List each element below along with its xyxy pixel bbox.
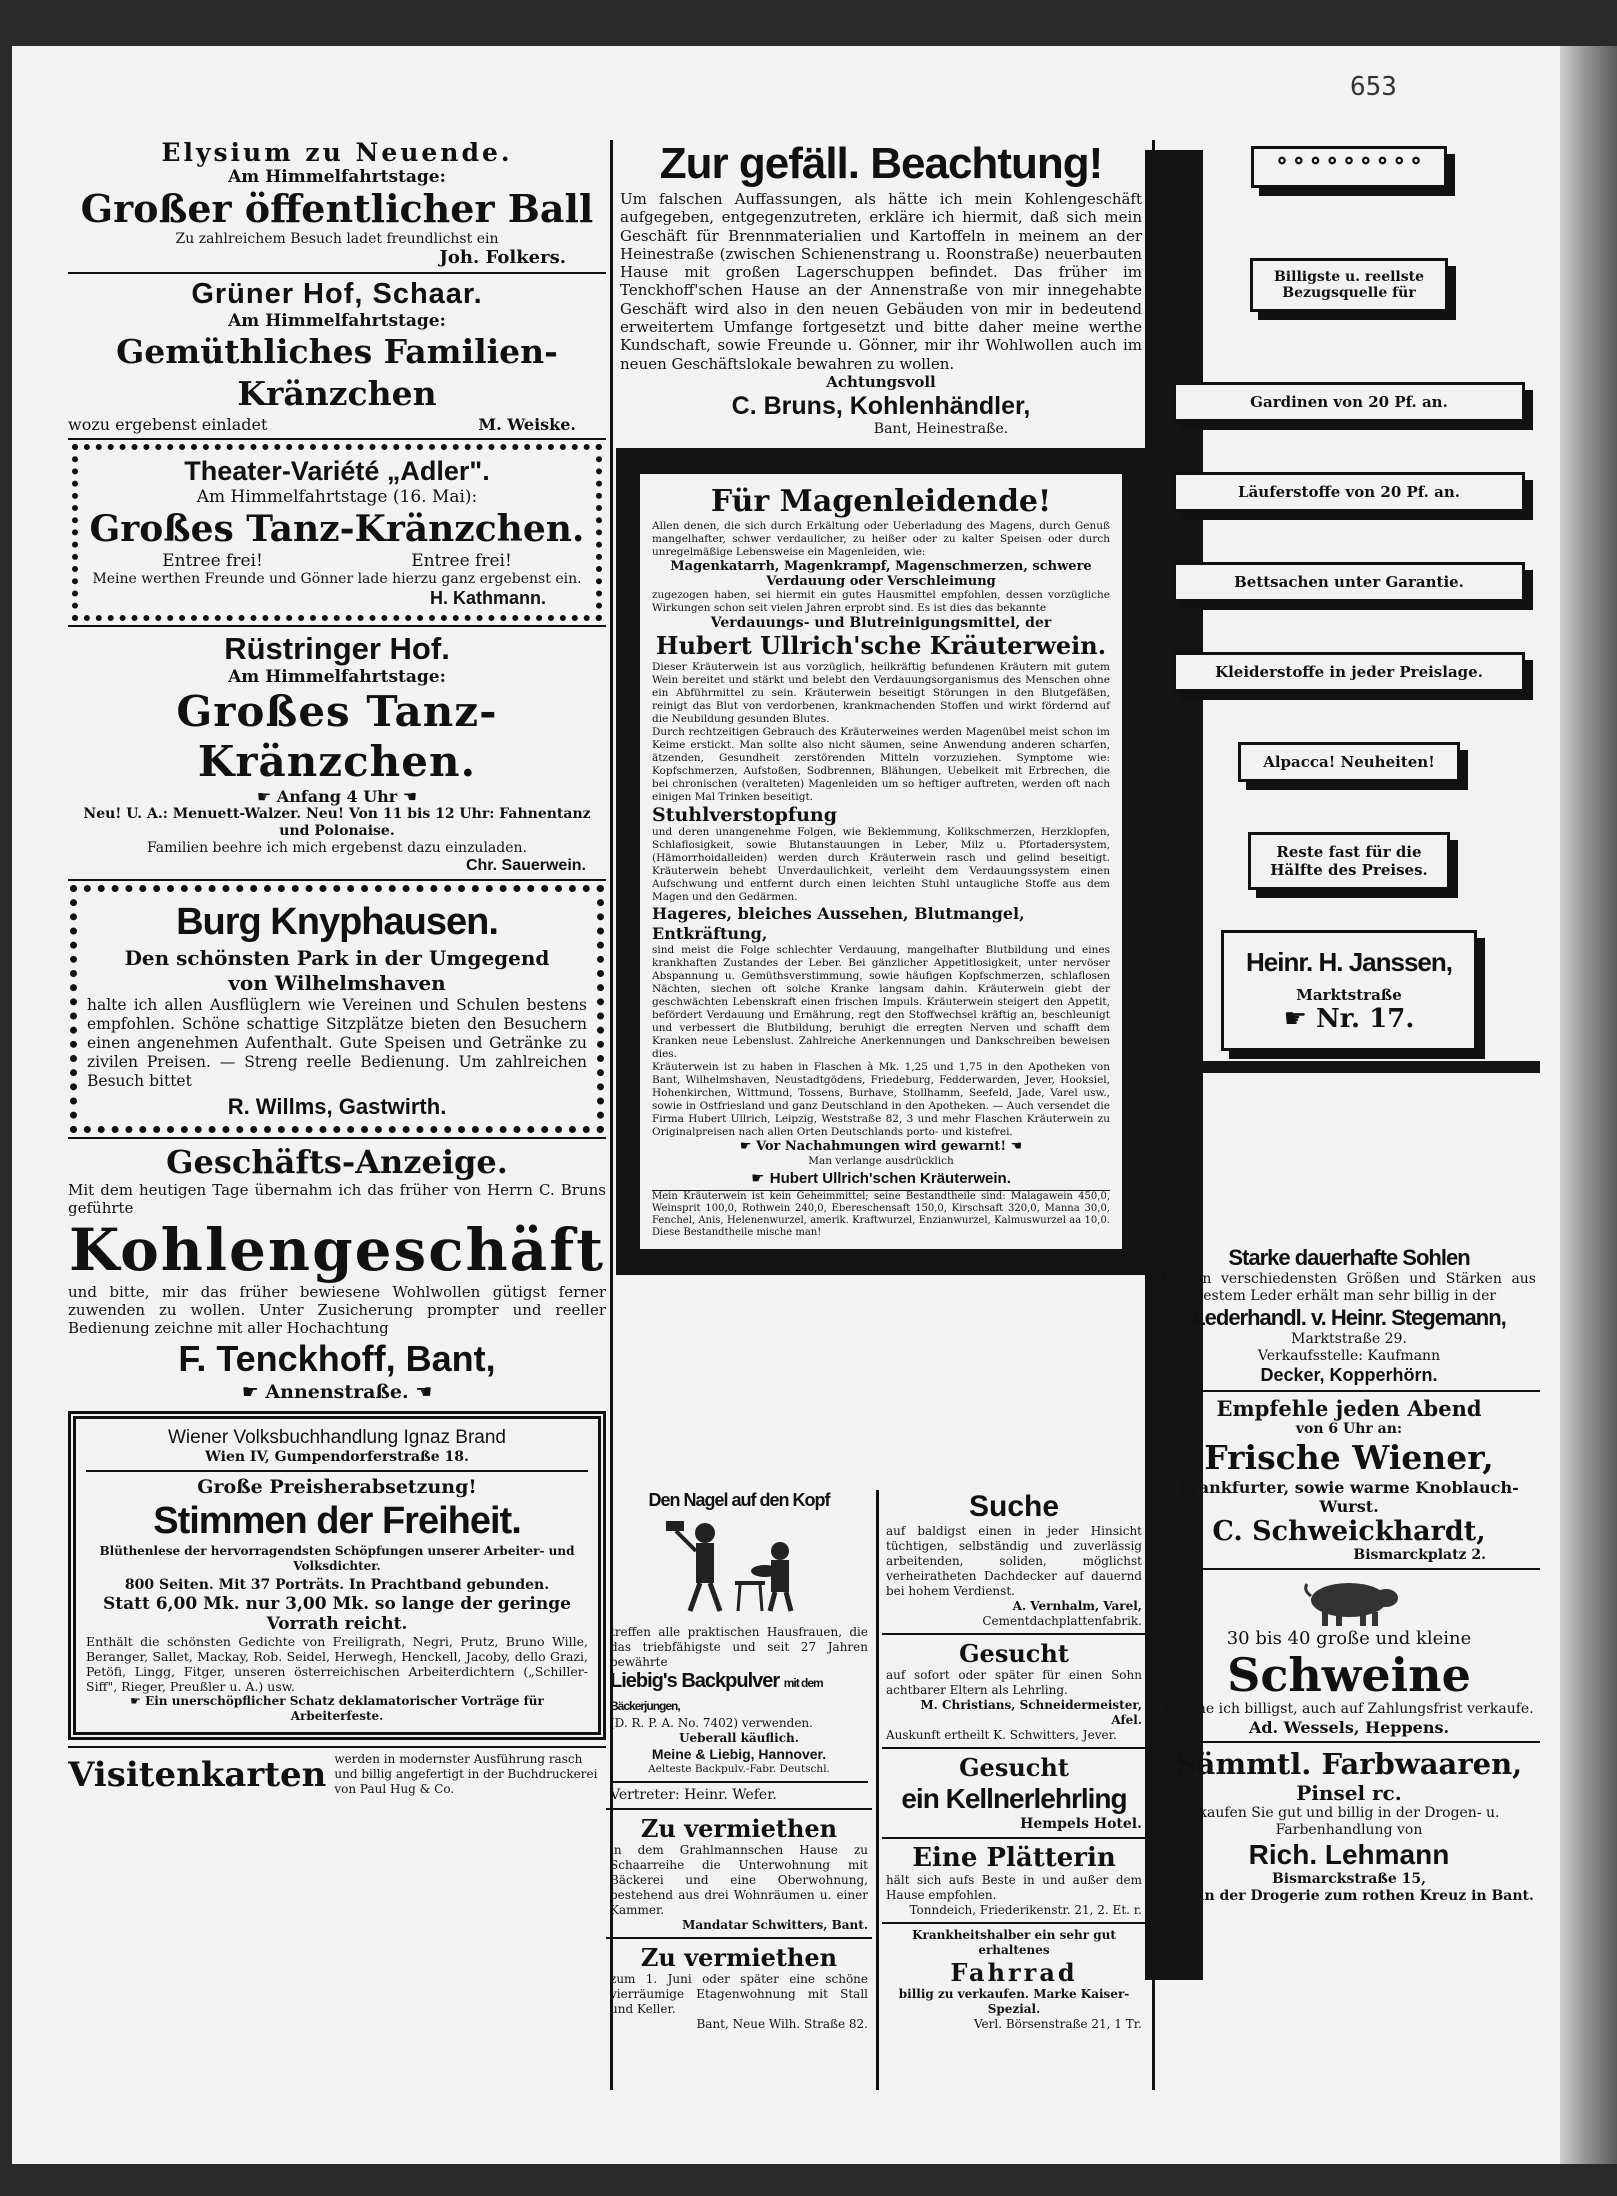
ad-gesucht-lehrling xyxy=(882,1639,1146,1743)
book-specs: 800 Seiten. Mit 37 Porträts. In Prachtband gebunden. xyxy=(124,1577,550,1593)
intro-text: Mit dem heutigen Tage übernahm ich das früher von Herrn C. Bruns geführte xyxy=(68,1181,606,1217)
headline: Fahrrad xyxy=(950,1958,1078,1987)
contents-text: Enthält die schönsten Gedichte von Freiligrath, Negri, Prutz, Bruno Wille, Beranger, Sallet, Mackay, Rob. Seidel, Herwegh, Henckell, Jacoby, dello Grazi, Petöfi, Lingg, Fitger, unseren österreichischen Arbeiterdichtern („Schiller-Siff", Rieger, Preußler u. A.) usw. xyxy=(86,1634,588,1694)
headline: Den Nagel auf den Kopf xyxy=(648,1490,830,1510)
divider xyxy=(606,1808,872,1810)
invite-text: wozu ergebenst einladet xyxy=(68,415,268,434)
subheadline: Den schönsten Park in der Umgegend von Wilhelmshaven xyxy=(124,946,550,995)
shop-name: Wiener Volksbuchhandlung Ignaz Brand xyxy=(167,1427,506,1448)
headline: Zu vermiethen xyxy=(640,1814,838,1843)
ad-burg-knyphausen xyxy=(70,885,604,1133)
shop-name: Rich. Lehmann xyxy=(1248,1839,1450,1870)
brand: Liebig's Backpulver xyxy=(610,1670,780,1692)
shop-name: Heinr. H. Janssen, xyxy=(1246,947,1452,977)
start-time: Anfang 4 Uhr xyxy=(276,787,398,806)
body-text: auf sofort oder später für einen Sohn achtbarer Eltern als Lehrling. xyxy=(886,1668,1142,1697)
pointing-hand-icon: ☚ xyxy=(1006,1138,1023,1154)
street: Annenstraße. xyxy=(265,1381,409,1403)
subheading-3: Hageres, bleiches Aussehen, Blutmangel, Entkräftung, xyxy=(652,903,1025,943)
body-text: zum 1. Juni oder später eine schöne vierräumige Etagenwohnung mit Stall und Keller. xyxy=(610,1972,868,2016)
subheadline: ein Kellnerlehrling xyxy=(901,1783,1127,1814)
ad-plaetterin xyxy=(882,1843,1146,1918)
representative: Vertreter: Heinr. Wefer. xyxy=(610,1787,777,1803)
venue-name: Theater-Variété „Adler". xyxy=(184,456,490,486)
body-text: auf baldigst einen in jeder Hinsicht tüchtigen, selbständig und zuverlässig arbeitenden, soliden, möglichst verheiratheten Dachdecker auf dauernd bei hohem Verdienst. xyxy=(886,1524,1142,1598)
sign-item: Gardinen von 20 Pf. an. xyxy=(1173,382,1525,422)
invite-text: Familien beehre ich mich ergebenst dazu einzuladen. xyxy=(146,840,527,856)
subheading-2: Stuhlverstopfung xyxy=(652,803,837,826)
body-text: Um falschen Auffassungen, als hätte ich mein Kohlengeschäft aufgegeben, entgegenzutreten, erkläre ich hiermit, daß sich mein Geschäft für Brennmaterialien und Kartoffeln in meinem an der Heinestraße (zwischen Schienenstrang u. Roonstraße) neuerbauten Hause mit großen Lagerschuppen befindet. Das früher im Tenckhoff'schen Hause an der Annenstraße von mir innegehabte Geschäft wird also in den neuen Gebäuden von mir in bedeutend erweitertem Umfange fortgesetzt und bitte daher meine werthe Kundschaft, sowie Freunde u. Gönner, mir ihr Wohlwollen auch im neuen Geschäftslokale bewahren zu wollen. xyxy=(620,190,1142,373)
column-3 xyxy=(882,1490,1146,2090)
body-text: und bitte, mir das früher bewiesene Wohlwollen gütigst ferner zuwenden zu wollen. Unter Zusicherung prompter und reeller Bedienung zeichne mit aller Hochachtung xyxy=(68,1283,606,1337)
pointing-hand-icon: ☛ xyxy=(1283,1004,1316,1034)
patent: (D. R. P. A. No. 7402) verwenden. xyxy=(610,1716,813,1730)
divider xyxy=(68,1137,606,1139)
book-title: Stimmen der Freiheit. xyxy=(153,1500,521,1542)
signer: Chr. Sauerwein. xyxy=(465,857,586,874)
pointing-hand-icon: ☚ xyxy=(408,1381,433,1403)
ingredients: Mein Kräuterwein ist kein Geheimmittel; seine Bestandtheile sind: Malagawein 450,0, Weinsprit 100,0, Rothwein 240,0, Ebereschensaft 150,0, Kirschsaft 320,0, Manna 30,0, Fenchel, Anis, Helenenwurzel, amerik. Kraftwurzel, Enzianwurzel, Kalmuswurzel aa 10,0. Diese Bestandtheile mische man! xyxy=(652,1190,1110,1238)
body-text: halte ich allen Ausflüglern wie Vereinen und Schulen bestens empfohlen. Schöne schattige Sitzplätze bieten den Besuchern einen angenehmen Aufenthalt. Gute Speisen und Getränke zu zivilen Preisen. — Streng reelle Bedienung. Um zahlreichen Besuch bittet xyxy=(87,996,587,1090)
ad-visitenkarten xyxy=(68,1746,606,1797)
firm: Cementdachplattenfabrik. xyxy=(982,1614,1142,1628)
paragraph-4: sind meist die Folge schlechter Verdauung, mangelhafter Blutbildung und eines krankhaften Zustandes der Leber. Bei gänzlicher Appetitlosigkeit, unter nervöser Abspannung u. Gemüthsverstimmung, sowie häufigen Kopfschmerzen, schlaflosen Nächten, siechen oft solche Kranke langsam dahin. Kräuterwein giebt der geschwächten Lebenskraft einen frischen Impuls. Kräuterwein steigert den Appetit, befördert Verdauung und Ernährung, regt den Stoffwechsel kräftig an, beschleunigt und verbessert die Blutbildung, beruhigt die erregten Nerven und schafft dem Kranken neue Lebenslust. Zahlreiche Anerkennungen und Dankschreiben beweisen dies. xyxy=(652,943,1110,1060)
column-4-lower xyxy=(1158,1245,1540,2095)
invite-text: Zu zahlreichem Besuch ladet freundlichst ein xyxy=(175,231,499,247)
ad-vermieten-2 xyxy=(606,1943,872,2032)
availability: Ueberall käuflich. xyxy=(679,1731,799,1745)
ad-suche xyxy=(882,1490,1146,1629)
event-date: Am Himmelfahrtstage (16. Mai): xyxy=(196,487,478,507)
signer: M. Christians, Schneidermeister, Afel. xyxy=(920,1698,1142,1727)
time: von 6 Uhr an: xyxy=(1295,1421,1403,1437)
brand: Hubert Ullrich'schen Kräuterwein. xyxy=(769,1169,1011,1187)
place: Hempels Hotel. xyxy=(1020,1816,1142,1832)
program-text: Neu! U. A.: Menuett-Walzer. Neu! Von 11 bis 12 Uhr: Fahnentanz und Polonaise. xyxy=(83,806,591,839)
signer: M. Weiske. xyxy=(478,415,576,434)
product-name: Hubert Ullrich'sche Kräuterwein. xyxy=(655,630,1107,660)
column-4-janssen xyxy=(1158,140,1540,1240)
headline: Gemüthliches Familien-Kränzchen xyxy=(116,332,558,413)
signer: A. Vernhalm, Varel, xyxy=(1012,1599,1142,1613)
baker-boys-icon xyxy=(610,1511,868,1621)
headline: Für Magenleidende! xyxy=(710,483,1052,519)
tagline: Ein unerschöpflicher Schatz deklamatorischer Vorträge für Arbeiterfeste. xyxy=(145,1694,544,1723)
street: Marktstraße xyxy=(1296,986,1402,1004)
column-2-lower xyxy=(606,1490,872,2090)
ad-ruestringer-hof xyxy=(68,631,606,875)
headline: Gesucht xyxy=(959,1639,1069,1668)
sign-shop xyxy=(1221,930,1477,1051)
divider xyxy=(68,438,606,440)
sign-item: Bettsachen unter Garantie. xyxy=(1173,562,1525,602)
signer: H. Kathmann. xyxy=(429,588,546,608)
pointing-hand-icon: ☛ xyxy=(751,1168,770,1187)
warning: Vor Nachahmungen wird gewarnt! xyxy=(755,1138,1007,1154)
outlet: Verkaufsstelle: Kaufmann xyxy=(1257,1348,1441,1364)
address: Tonndeich, Friederikenstr. 21, 2. Et. r. xyxy=(909,1903,1142,1917)
signer: F. Tenckhoff, Bant, xyxy=(178,1338,496,1379)
body-text: treffen alle praktischen Hausfrauen, die das triebfähigste und seit 27 Jahren bewährte xyxy=(610,1625,868,1669)
body-text: Frankfurter, sowie warme Knoblauch-Wurst. xyxy=(1179,1478,1519,1516)
ad-stegemann xyxy=(1158,1245,1540,1386)
sign-ornament: ⚬⚬⚬⚬⚬⚬⚬⚬⚬ xyxy=(1251,146,1447,188)
headline: Schweine xyxy=(1227,1648,1471,1702)
intro-text: 30 bis 40 große und kleine xyxy=(1226,1628,1472,1649)
ad-theater-adler xyxy=(72,444,602,621)
shop-address: Wien IV, Gumpendorferstraße 18. xyxy=(205,1449,469,1465)
paragraph-1: Dieser Kräuterwein ist aus vorzüglich, heilkräftig befundenen Kräutern mit gutem Wein bereitet und stärkt und belebt den Verdauungsorganismus des Menschen ohne ein Abführmittel zu sein. Kräuterwein beseitigt Störungen in den Blutgefäßen, reinigt das Blut von verdorbenen, krankmachenden Stoffen und wirkt fördernd auf die Neubildung gesunden Blutes. xyxy=(652,660,1110,725)
entry-right: Entree frei! xyxy=(411,551,512,571)
headline: Sämmtl. Farbwaaren, xyxy=(1175,1747,1523,1781)
ad-ullrich-kraeuterwein xyxy=(616,448,1146,1275)
signer: Ad. Wessels, Heppens. xyxy=(1248,1718,1450,1737)
divider xyxy=(68,625,606,627)
body-text: hält sich aufs Beste in und außer dem Hause empfohlen. xyxy=(886,1873,1142,1902)
book-description: Blüthenlese der hervorragendsten Schöpfungen unserer Arbeiter- und Volksdichter. xyxy=(99,1544,575,1573)
sign-item: Alpacca! Neuheiten! xyxy=(1238,742,1460,782)
venue-name: Burg Knyphausen. xyxy=(176,901,498,943)
headline: Großes Tanz-Kränzchen. xyxy=(89,508,585,550)
signpost-base xyxy=(1158,1061,1540,1073)
ad-liebig xyxy=(606,1490,872,1804)
signer: C. Bruns, Kohlenhändler, xyxy=(731,391,1031,420)
body-text: in den verschiedensten Größen und Stärken aus allerbestem Leder erhält man sehr billig in der xyxy=(1162,1271,1536,1304)
ad-wessels xyxy=(1158,1574,1540,1737)
body-text: billig zu verkaufen. Marke Kaiser-Spezial. xyxy=(898,1987,1130,2016)
intro-text-2: zugezogen haben, sei hiermit ein gutes Hausmittel empfohlen, dessen vorzügliche Wirkungen schon seit vielen Jahren erprobt sind. Es ist dies das bekannte xyxy=(652,588,1110,614)
ad-tenckhoff xyxy=(68,1143,606,1403)
entry-left: Entree frei! xyxy=(162,551,263,571)
address: Bant, Neue Wilh. Straße 82. xyxy=(696,2017,868,2031)
pig-icon xyxy=(1294,1574,1404,1628)
headline: Großes Tanz-Kränzchen. xyxy=(176,687,498,786)
outlet-name: Decker, Kopperhörn. xyxy=(1260,1365,1438,1385)
pointing-hand-icon: ☚ xyxy=(397,787,418,806)
price-text: Statt 6,00 Mk. nur 3,00 Mk. so lange der geringe Vorrath reicht. xyxy=(103,1594,571,1634)
ad-schweickhardt xyxy=(1158,1396,1540,1564)
sign-item: Kleiderstoffe in jeder Preislage. xyxy=(1173,652,1525,692)
event-date: Am Himmelfahrtstage: xyxy=(228,311,446,331)
body-text: kaufen Sie gut und billig in der Drogen- u. Farbenhandlung von xyxy=(1198,1805,1500,1838)
maker: Meine & Liebig, Hannover. xyxy=(651,1746,827,1762)
address: Bant, Heinestraße. xyxy=(873,420,1009,437)
pointing-hand-icon: ☛ xyxy=(241,1381,266,1403)
page-edge xyxy=(1560,46,1617,2164)
info-text: Auskunft ertheilt K. Schwitters, Jever. xyxy=(886,1728,1117,1742)
divider xyxy=(606,1937,872,1939)
ad-gesucht-kellner xyxy=(882,1753,1146,1833)
sign-item: Läuferstoffe von 20 Pf. an. xyxy=(1173,472,1525,512)
venue-name: Elysium zu Neuende. xyxy=(161,138,513,167)
address: Marktstraße 29. xyxy=(1291,1331,1407,1347)
extra-text: und in der Drogerie zum rothen Kreuz in Bant. xyxy=(1164,1888,1534,1904)
event-date: Am Himmelfahrtstage: xyxy=(228,167,446,187)
paragraph-5: Kräuterwein ist zu haben in Flaschen à Mk. 1,25 und 1,75 in den Apotheken von Bant, Wilhelmshaven, Neustadtgödens, Friedeburg, Fedderwarden, Jever, Hooksiel, Hohenkirchen, Wittmund, Tossens, Burhave, Stollhamm, Seefeld, Jade, Varel usw., sowie in Ostfriesland und ganz Deutschland in den Apotheken. — Auch versendet die Firma Hubert Ullrich, Leipzig, Weststraße 82, 3 und mehr Flaschen Kräuterwein zu Originalpreisen nach allen Orten Deutschlands porto- und kistefrei. xyxy=(652,1060,1110,1138)
signer: C. Schweickhardt, xyxy=(1212,1516,1486,1547)
signer: Mandatar Schwitters, Bant. xyxy=(682,1918,868,1932)
pointing-hand-icon: ☛ xyxy=(256,787,277,806)
body-text: werden in modernster Ausführung rasch und billig angefertigt in der Buchdruckerei von Paul Hug & Co. xyxy=(334,1752,598,1796)
maker-sub: Aelteste Backpulv.-Fabr. Deutschl. xyxy=(648,1763,830,1775)
intro-text: Allen denen, die sich durch Erkältung oder Ueberladung des Magens, durch Genuß mangelhafter, schwer verdaulicher, zu heißer oder zu kalter Speisen oder durch unregelmäßige Lebensweise ein Magenleiden, wie: xyxy=(652,519,1110,558)
headline: Gesucht xyxy=(959,1753,1069,1782)
headline: Zu vermiethen xyxy=(640,1943,838,1972)
product-type: Verdauungs- und Blutreinigungsmittel, der xyxy=(710,614,1052,631)
divider xyxy=(882,1747,1146,1749)
divider xyxy=(1158,1390,1540,1392)
sale-headline: Große Preisherabsetzung! xyxy=(197,1476,477,1498)
paragraph-2: Durch rechtzeitigen Gebrauch des Kräuterweines werden Magenübel meist schon im Keime erstickt. Man sollte also nicht säumen, seine Anwendung anderen scharfen, ätzenden, Gesundheit zerstörenden Mitteln vorzuziehen. Symptome wie: Kopfschmerzen, Aufstoßen, Sodbrennen, Blähungen, Uebelkeit mit Erbrechen, die bei chronischen (veralteten) Magenleiden um so heftiger auftreten, werden oft nach einigen Mal Trinken beseitigt. xyxy=(652,725,1110,803)
headline: Starke dauerhafte Sohlen xyxy=(1228,1245,1470,1270)
headline: Eine Plätterin xyxy=(912,1843,1116,1873)
invite-text: Meine werthen Freunde und Gönner lade hierzu ganz ergebenst ein. xyxy=(92,571,582,587)
address: Verl. Börsenstraße 21, 1 Tr. xyxy=(973,2017,1142,2031)
column-1 xyxy=(68,138,606,2098)
subheadline: Pinsel rc. xyxy=(1296,1781,1402,1805)
headline: Zur gefäll. Beachtung! xyxy=(659,139,1103,188)
page-number: 653 xyxy=(1350,72,1397,102)
number: Nr. 17. xyxy=(1315,1004,1415,1034)
venue-name: Grüner Hof, Schaar. xyxy=(191,278,483,310)
divider xyxy=(86,1470,588,1472)
divider xyxy=(610,1781,868,1783)
divider xyxy=(882,1922,1146,1924)
paragraph-3: und deren unangenehme Folgen, wie Beklemmung, Kolikschmerzen, Herzklopfen, Schlaflosigkeit, sowie Blutanstauungen in Leber, Milz u. Pfortadersystem, (Hämorrhoidalleiden) werden durch Kräuterwein rasch und gelind beseitigt. Kräuterwein behebt Unverdaulichkeit, verleiht dem Verdauungssystem einen Aufschwung und entfernt durch einen leichten Stuhl untaugliche Stoffe aus dem Magen und den Gedärmen. xyxy=(652,825,1110,903)
divider xyxy=(1158,1568,1540,1570)
intro-text: Empfehle jeden Abend xyxy=(1216,1396,1482,1421)
address: Bismarckstraße 15, xyxy=(1271,1871,1427,1887)
pointing-hand-icon: ☛ xyxy=(130,1694,146,1708)
closing: Achtungsvoll xyxy=(826,372,936,391)
address: Bismarckplatz 2. xyxy=(1353,1547,1486,1563)
ask-text: Man verlange ausdrücklich xyxy=(808,1154,954,1167)
body-text: welche ich billigst, auch auf Zahlungsfrist verkaufe. xyxy=(1164,1701,1534,1717)
divider xyxy=(1158,1741,1540,1743)
headline: Visitenkarten xyxy=(68,1754,327,1795)
divider xyxy=(882,1633,1146,1635)
headline: Geschäfts-Anzeige. xyxy=(166,1143,508,1181)
ad-elysium xyxy=(68,138,606,268)
ad-gruener-hof xyxy=(68,278,606,434)
venue-name: Rüstringer Hof. xyxy=(224,631,450,666)
divider xyxy=(68,272,606,274)
headline: Suche xyxy=(968,1490,1060,1523)
ad-lehmann xyxy=(1158,1747,1540,1905)
body-text: in dem Grahlmannschen Hause zu Schaarreihe die Unterwohnung mit Bäckerei und eine Oberwohnung, bestehend aus drei Wohnräumen u. einer Kammer. xyxy=(610,1843,868,1917)
shop-name: Lederhandl. v. Heinr. Stegemann, xyxy=(1192,1305,1506,1330)
headline: Frische Wiener, xyxy=(1204,1438,1494,1477)
intro-text: Krankheitshalber ein sehr gut erhaltenes xyxy=(912,1928,1116,1957)
ailments: Magenkatarrh, Magenkrampf, Magenschmerzen, schwere Verdauung oder Verschleimung xyxy=(670,558,1092,589)
brand-sub: mit dem Bäckerjungen, xyxy=(610,1676,823,1713)
event-date: Am Himmelfahrtstage: xyxy=(228,667,446,687)
column-2 xyxy=(616,138,1146,1483)
column-rule xyxy=(876,1490,879,2090)
big-headline: Kohlengeschäft xyxy=(68,1216,605,1284)
signer: R. Willms, Gastwirth. xyxy=(227,1094,447,1119)
pointing-hand-icon: ☛ xyxy=(739,1138,756,1154)
divider xyxy=(68,879,606,881)
divider xyxy=(882,1837,1146,1839)
signer: Joh. Folkers. xyxy=(439,247,566,268)
sign-item: Reste fast für die Hälfte des Preises. xyxy=(1248,832,1450,890)
sign-main: Billigste u. reellste Bezugsquelle für xyxy=(1250,258,1448,312)
ad-volksbuchhandlung xyxy=(68,1411,606,1740)
ad-fahrrad xyxy=(882,1928,1146,2032)
ad-vermieten-1 xyxy=(606,1814,872,1933)
headline: Großer öffentlicher Ball xyxy=(80,186,594,231)
ad-bruns xyxy=(616,138,1146,438)
